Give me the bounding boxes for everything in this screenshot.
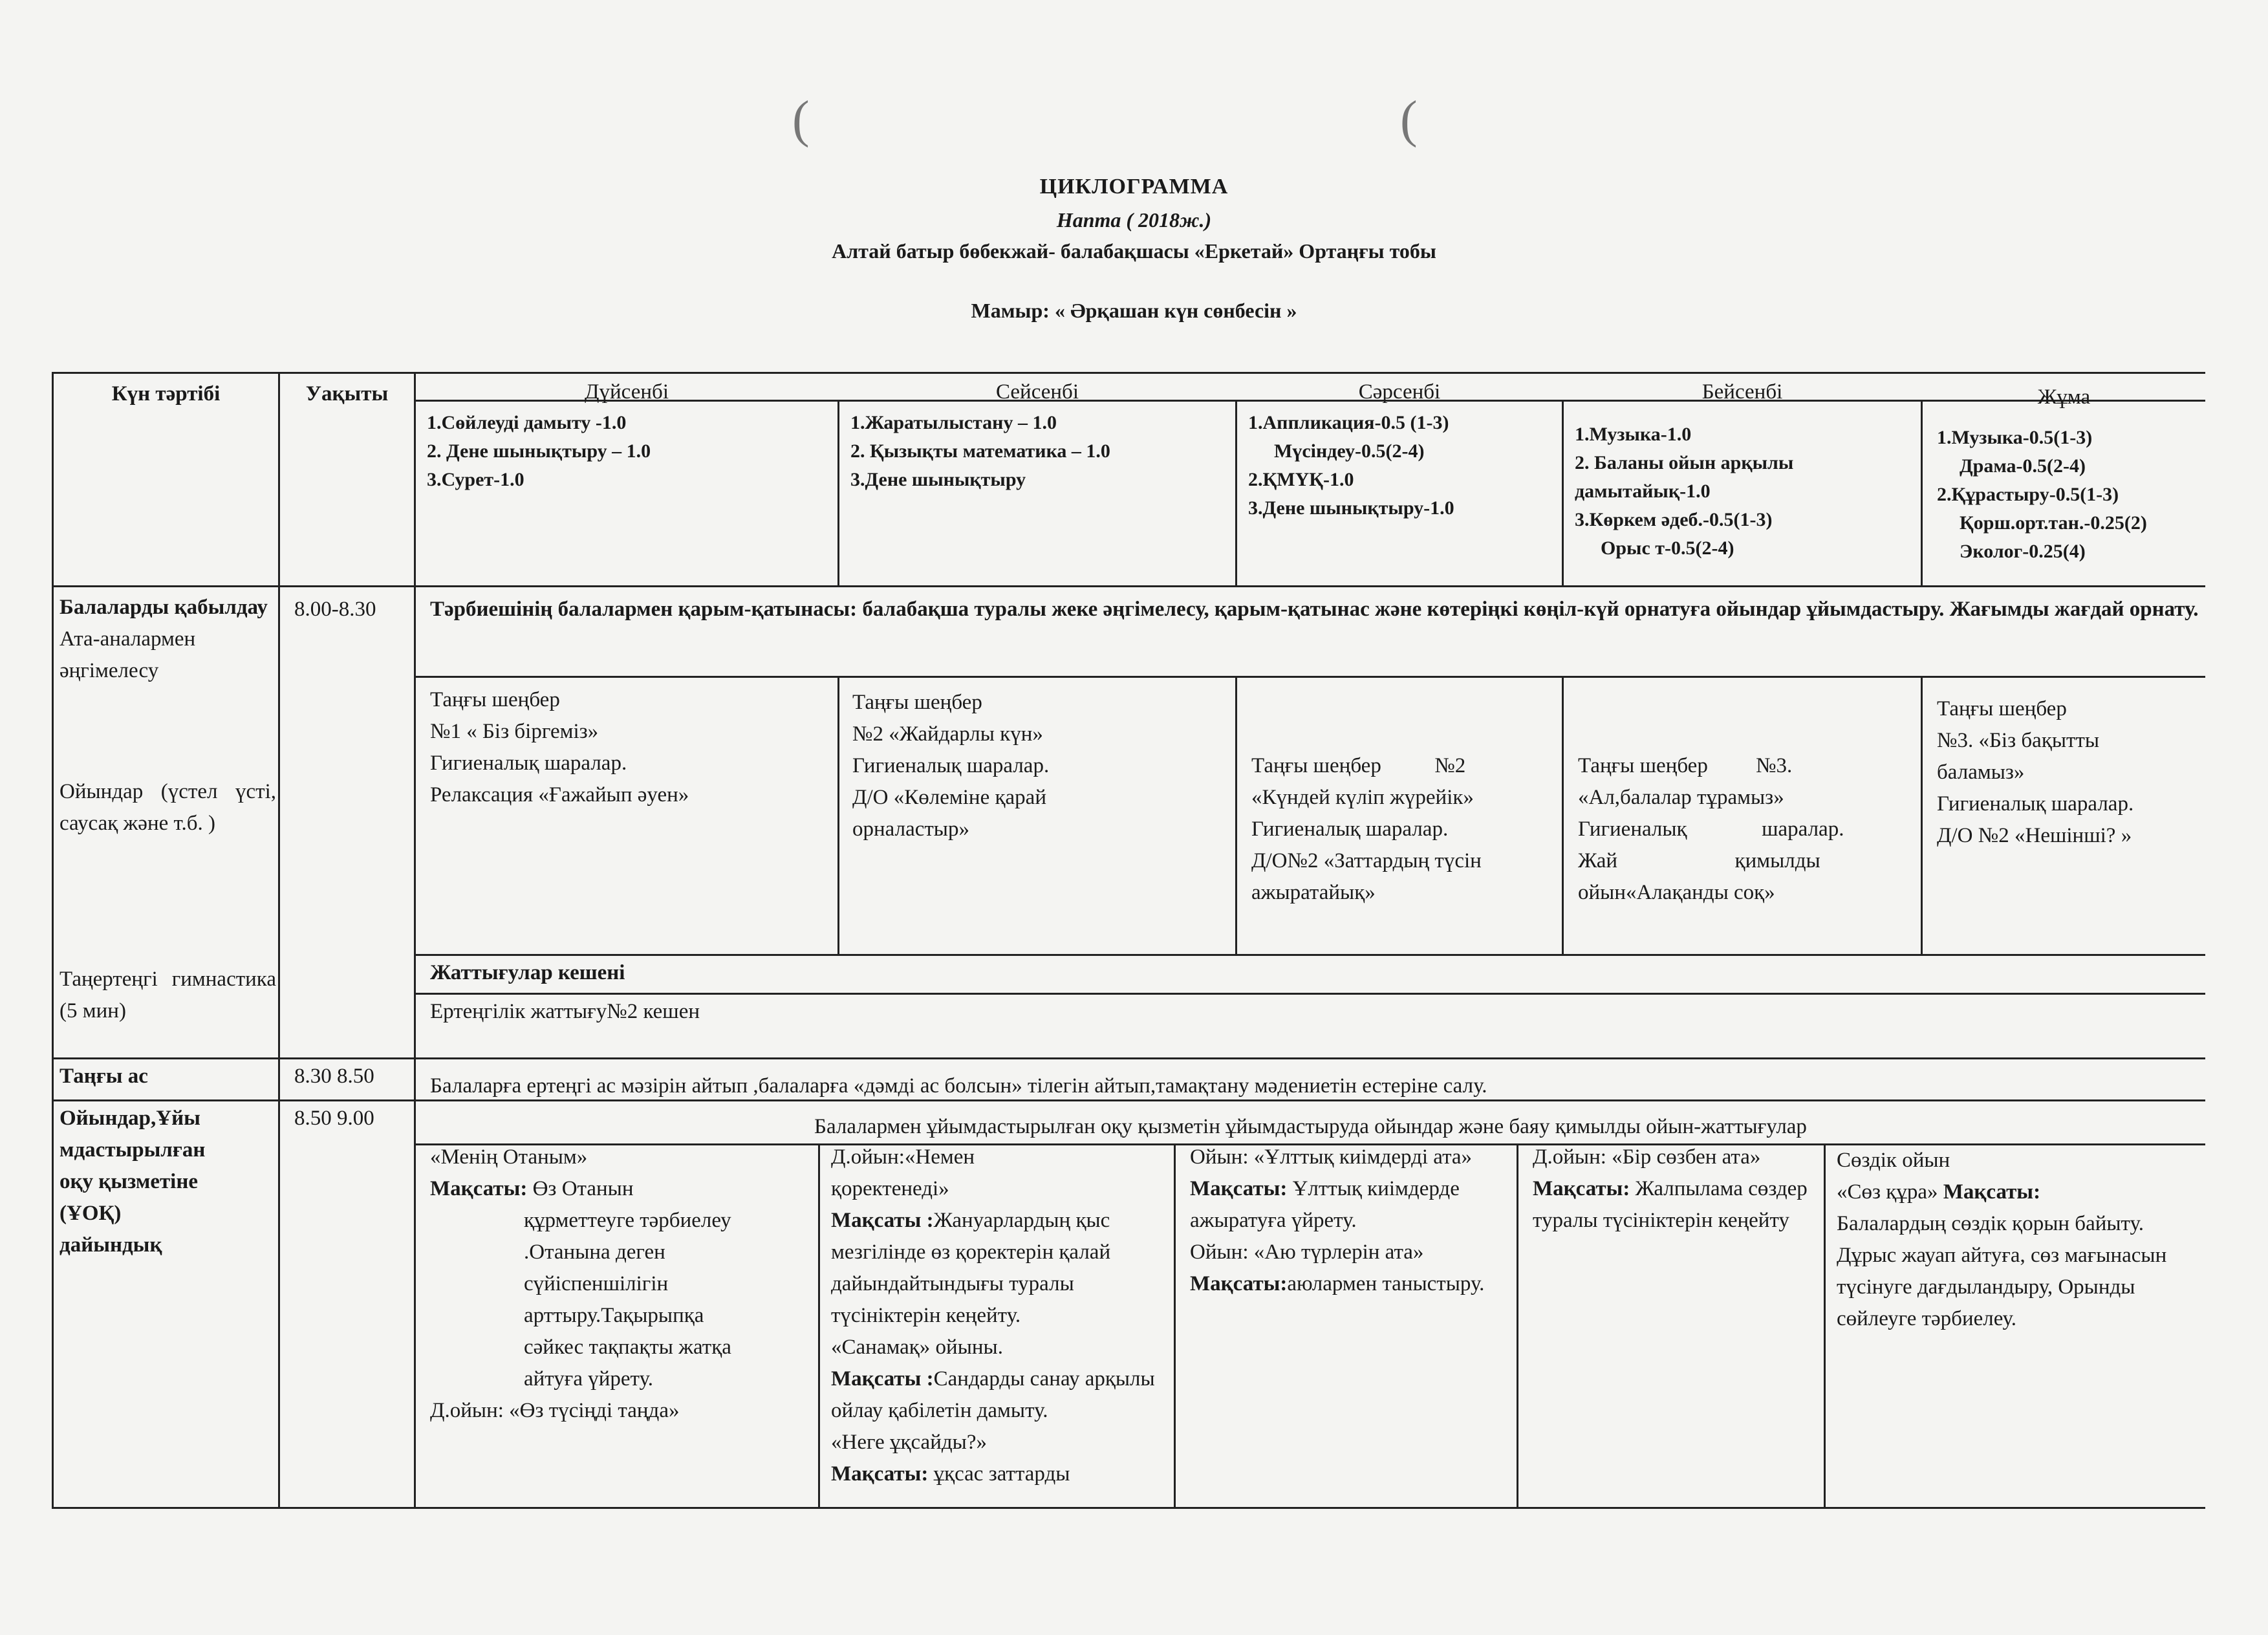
reception-friday: Таңғы шеңбер №3. «Біз бақытты баламыз» Гигиеналық шаралар. Д/О №2 «Нешінші? » bbox=[1937, 697, 2134, 847]
breakfast-text: Балаларға ертеңгі ас мәзірін айтып ,балаларға «дәмді ас болсын» тілегін айтып,тамақтану мәдениетін естеріне салу. bbox=[430, 1074, 1487, 1098]
time-breakfast: 8.30 8.50 bbox=[294, 1065, 374, 1088]
learning-friday: Сөздік ойын «Сөз құра» Мақсаты: Балалардың сөздік қорын байыту. Дұрыс жауап айтуға, сөз мағынасын түсінуге дағдыландыру, Орынды сөйлеуге тәрбиелеу. bbox=[1837, 1149, 2167, 1330]
learning-wednesday: Ойын: «Ұлттық киімдерді ата» Мақсаты: Ұлттық киімдерде ажыратуға үйрету. Ойын: «Аю түрлерін ата» Мақсаты:аюлармен таныстыру. bbox=[1190, 1145, 1485, 1295]
document-subtitle: Напта ( 2018ж.) bbox=[1056, 208, 1212, 232]
reception-wednesday: Таңғы шеңбер №2 «Күндей күліп жүрейік» Гигиеналық шаралар. Д/О№2 «Заттардың түсін ажыратайық» bbox=[1251, 754, 1482, 904]
month-theme: Мамыр: « Әрқашан күн сөнбесін » bbox=[971, 299, 1297, 322]
routine-gymnastics: Таңертеңгі гимнастика (5 мин) bbox=[59, 968, 276, 1023]
time-reception: 8.00-8.30 bbox=[294, 598, 376, 621]
subjects-thursday: 1.Музыка-1.0 2. Баланы ойын арқылы дамытайық-1.0 3.Көркем әдеб.-0.5(1-3) Орыс т-0.5(2-4) bbox=[1575, 424, 1794, 559]
subjects-wednesday: 1.Аппликация-0.5 (1-3) Мүсіндеу-0.5(2-4) 2.ҚМҮҚ-1.0 3.Дене шынықтыру-1.0 bbox=[1248, 412, 1454, 519]
learning-thursday: Д.ойын: «Бір сөзбен ата» Мақсаты: Жалпылама сөздер туралы түсініктерін кеңейту bbox=[1533, 1145, 1808, 1232]
time-organized-learning: 8.50 9.00 bbox=[294, 1107, 374, 1130]
learning-monday: «Менің Отаным» Мақсаты: Өз Отанын құрметтеуге тәрбиелеу .Отанына деген сүйіспеншілігін арттыру.Тақырыпқа сәйкес тақпақты жатқа айтуға үйрету. Д.ойын: «Өз түсіңді таңда» bbox=[430, 1145, 731, 1422]
punch-hole-right: ( bbox=[1400, 91, 1418, 148]
col-header-monday: Дүйсенбі bbox=[585, 380, 669, 404]
reception-intro: Тәрбиешінің балалармен қарым-қатынасы: балабақша туралы жеке әңгімелесу, қарым-қатынас және көтеріңкі көңіл-күй орнатуға ойындар ұйымдастыру. Жағымды жағдай орнату. bbox=[430, 598, 2199, 621]
subjects-monday: 1.Сөйлеуді дамыту -1.0 2. Дене шынықтыру – 1.0 3.Сурет-1.0 bbox=[427, 412, 651, 490]
document-title: ЦИКЛОГРАММА bbox=[1039, 175, 1229, 199]
subjects-tuesday: 1.Жаратылыстану – 1.0 2. Қызықты математика – 1.0 3.Дене шынықтыру bbox=[850, 412, 1110, 490]
routine-games: Ойындар (үстел үсті, саусақ және т.б. ) bbox=[59, 780, 276, 835]
col-header-time: Уақыты bbox=[305, 382, 389, 406]
exercise-complex-title: Жаттығулар кешені bbox=[430, 961, 625, 984]
col-header-friday: Жұма bbox=[2037, 385, 2091, 409]
reception-tuesday: Таңғы шеңбер №2 «Жайдарлы күн» Гигиеналық шаралар. Д/О «Көлеміне қарай орналастыр» bbox=[852, 691, 1050, 841]
organized-learning-intro: Балалармен ұйымдастырылған оқу қызметін ұйымдастыруда ойындар және баяу қимылды ойын-жаттығулар bbox=[814, 1115, 1807, 1138]
col-header-tuesday: Сейсенбі bbox=[995, 380, 1079, 404]
routine-breakfast: Таңғы ас bbox=[59, 1065, 148, 1088]
col-header-routine: Күн тәртібі bbox=[111, 382, 221, 406]
subjects-friday: 1.Музыка-0.5(1-3) Драма-0.5(2-4) 2.Құрастыру-0.5(1-3) Қорш.орт.тан.-0.25(2) Эколог-0.25(4) bbox=[1937, 427, 2147, 562]
col-header-thursday: Бейсенбі bbox=[1701, 380, 1783, 404]
col-header-wednesday: Сәрсенбі bbox=[1358, 380, 1441, 404]
reception-thursday: Таңғы шеңбер №3. «Ал,балалар тұрамыз» Гигиеналық шаралар. Жай қимылды ойын«Алақанды соқ» bbox=[1578, 754, 1844, 904]
exercise-complex-text: Ертеңгілік жаттығу№2 кешен bbox=[430, 1000, 700, 1023]
punch-hole-left: ( bbox=[792, 91, 810, 148]
routine-reception: Балаларды қабылдау Ата-аналармен әңгімелесу bbox=[59, 596, 268, 682]
learning-tuesday: Д.ойын:«Немен қоректенеді» Мақсаты :Жануарлардың қыс мезгілінде өз қоректерін қалай дайындайтындығы туралы түсініктерін кеңейту. «Санамақ» ойыны. Мақсаты :Сандарды санау арқылы ойлау қабілетін дамыту. «Неге ұқсайды?» Мақсаты: ұқсас заттарды bbox=[831, 1145, 1155, 1486]
kindergarten-name: Алтай батыр бөбекжай- балабақшасы «Еркетай» Ортаңғы тобы bbox=[832, 239, 1436, 263]
reception-monday: Таңғы шеңбер №1 « Біз біргеміз» Гигиеналық шаралар. Релаксация «Ғажайып әуен» bbox=[430, 688, 689, 807]
routine-organized-learning: Ойындар,Ұйы мдастырылған оқу қызметіне (ҰОҚ) дайындық bbox=[59, 1107, 206, 1257]
